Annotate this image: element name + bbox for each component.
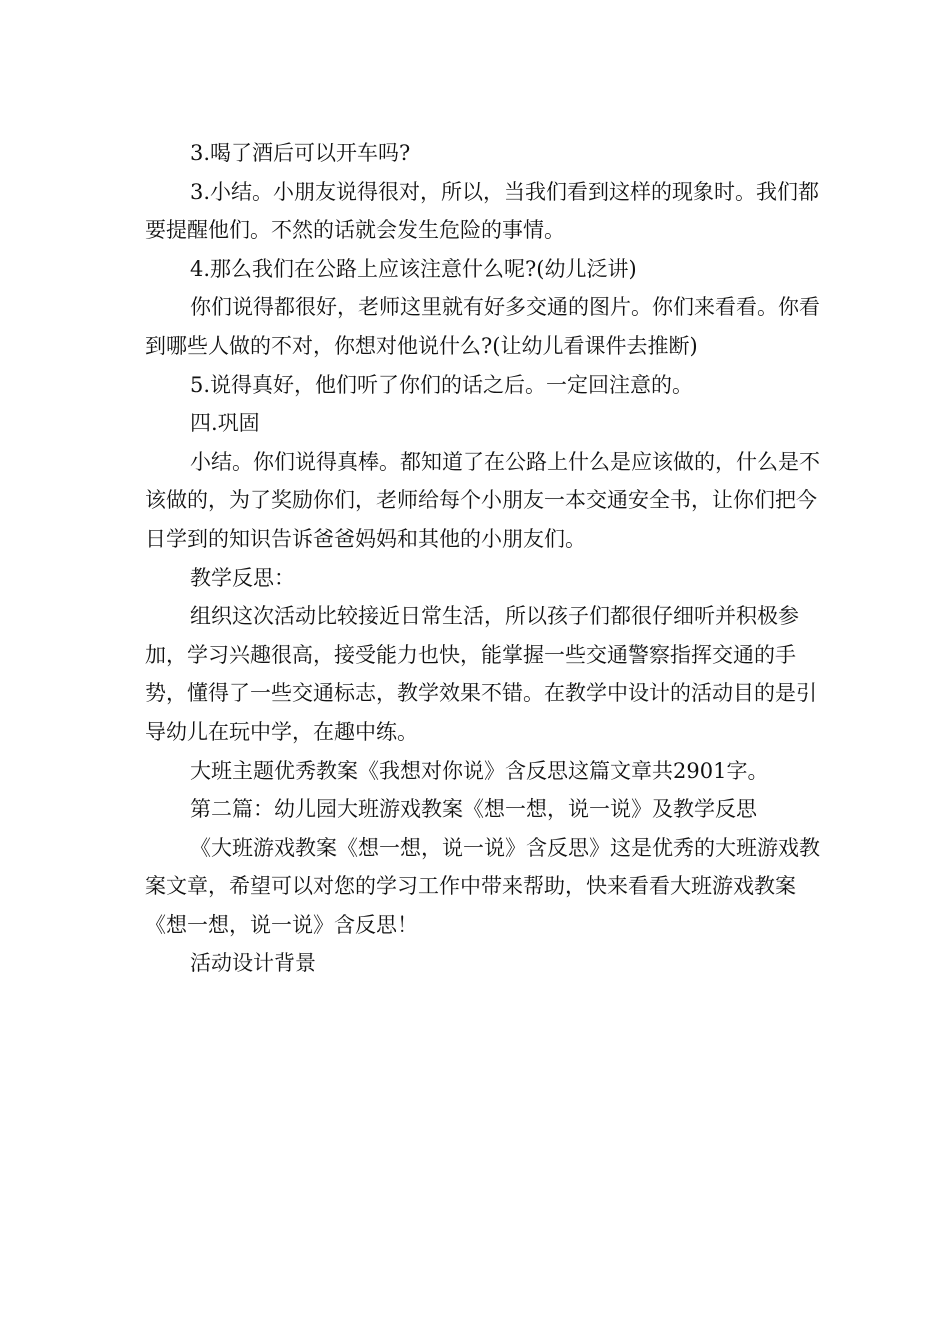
paragraph: 《大班游戏教案《想一想，说一说》含反思》这是优秀的大班游戏教案文章，希望可以对您的学习工作中带来帮助，快来看看大班游戏教案《想一想，说一说》含反思！ [145,835,820,937]
paragraph: 小结。你们说得真棒。都知道了在公路上什么是应该做的，什么是不该做的，为了奖励你们，老师给每个小朋友一本交通安全书，让你们把今日学到的知识告诉爸爸妈妈和其他的小朋友们。 [145,449,820,551]
section-heading: 教学反思： [190,565,295,590]
article-title: 第二篇：幼儿园大班游戏教案《想一想，说一说》及教学反思 [190,797,757,822]
paragraph: 大班主题优秀教案《我想对你说》含反思这篇文章共2901字。 [190,758,769,783]
section-heading: 活动设计背景 [190,951,316,976]
paragraph: 3.小结。小朋友说得很对，所以，当我们看到这样的现象时。我们都要提醒他们。不然的话就会发生危险的事情。 [145,179,820,243]
paragraph: 组织这次活动比较接近日常生活，所以孩子们都很仔细听并积极参加，学习兴趣很高，接受能力也快，能掌握一些交通警察指挥交通的手势，懂得了一些交通标志，教学效果不错。在教学中设计的活动目的是引导幼儿在玩中学，在趣中练。 [145,604,817,744]
paragraph: 4.那么我们在公路上应该注意什么呢?(幼儿泛讲) [190,256,637,281]
document-body [145,134,820,983]
paragraph: 你们说得都很好，老师这里就有好多交通的图片。你们来看看。你看到哪些人做的不对，你想对他说什么?(让幼儿看课件去推断) [145,295,820,358]
paragraph: 5.说得真好，他们听了你们的话之后。一定回注意的。 [190,372,694,397]
paragraph: 3.喝了酒后可以开车吗? [190,141,411,165]
section-heading: 四.巩固 [190,411,260,436]
